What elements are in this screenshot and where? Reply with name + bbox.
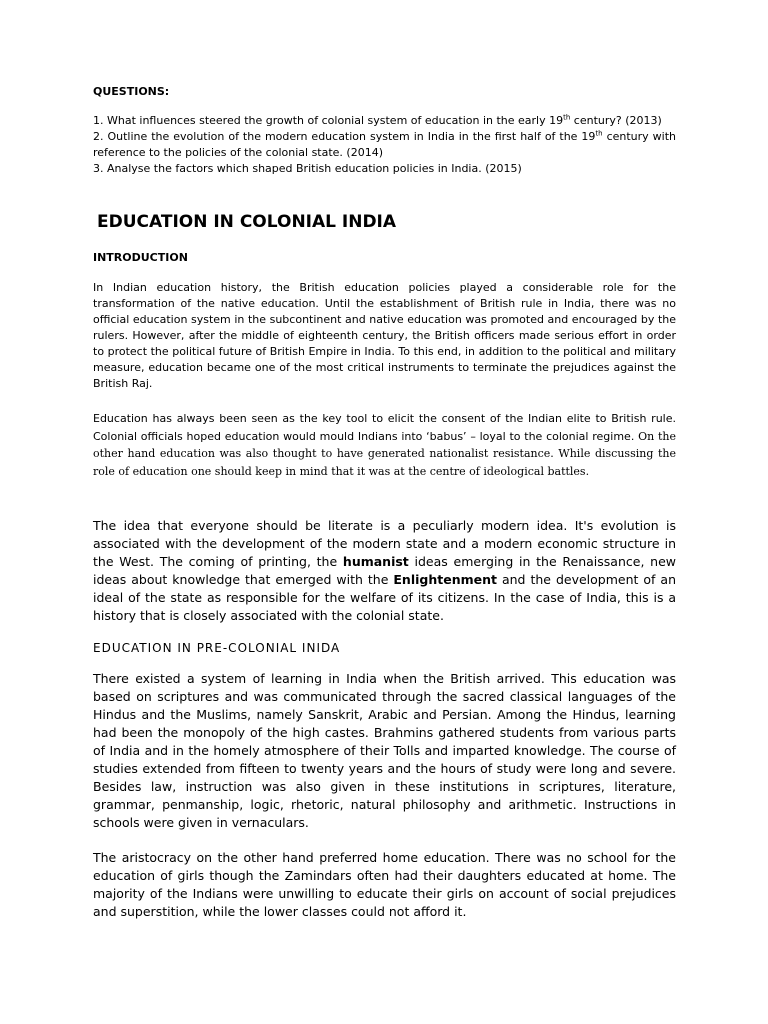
question-2: 2. Outline the evolution of the modern education system in India in the first half of the 19th century with reference to the policies of the colonial state. (2014) <box>93 129 677 159</box>
paragraph-literacy: The idea that everyone should be literate is a peculiarly modern idea. It's evolution is associated with the development of the modern state and a modern economic structure in the West. The coming of printing, the humanist ideas emerging in the Renaissance, new ideas about knowledge that emerged with the Enlightenment and the development of an ideal of the state as responsible for the welfare of its citizens. In the case of India, this is a history that is closely associated with the colonial state. <box>93 518 676 623</box>
precolonial-paragraph-2: The aristocracy on the other hand preferred home education. There was no school for the education of girls though the Zamindars often had their daughters educated at home. The majority of the Indians were unwilling to educate their girls on account of social prejudices and superstition, while the lower classes could not afford it. <box>93 850 676 919</box>
page-title: EDUCATION IN COLONIAL INDIA <box>97 212 397 232</box>
precolonial-paragraph-1: There existed a system of learning in India when the British arrived. This education was based on scriptures and was communicated through the sacred classical languages of the Hindus and the Muslims, namely Sanskrit, Arabic and Persian. Among the Hindus, learning had been the monopoly of the high castes. Brahmins gathered students from various parts of India and in the homely atmosphere of their Tolls and imparted knowledge. The course of studies extended from fifteen to twenty years and the hours of study were long and severe. Besides law, instruction was also given in these institutions in scriptures, literature, grammar, penmanship, logic, rhetoric, natural philosophy and arithmetic. Instructions in schools were given in vernaculars. <box>93 671 676 830</box>
introduction-paragraph: In Indian education history, the British education policies played a considerable role for the transformation of the native education. Until the establishment of British rule in India, there was no official education system in the subcontinent and native education was promoted and encouraged by the rulers. However, after the middle of eighteenth century, the British officers made serious effort in order to protect the political future of British Empire in India. To this end, in addition to the political and military measure, education became one of the most critical instruments to terminate the prejudices against the British Raj. <box>93 281 676 390</box>
question-1: 1. What influences steered the growth of colonial system of education in the early 19th century? (2013) <box>93 113 662 127</box>
precolonial-heading: EDUCATION IN PRE-COLONIAL INIDA <box>93 641 341 655</box>
questions-heading: QUESTIONS: <box>93 85 170 98</box>
question-3: 3. Analyse the factors which shaped British education policies in India. (2015) <box>93 162 522 175</box>
paragraph-elite-consent: Education has always been seen as the key tool to elicit the consent of the Indian elite to British rule. Colonial officials hoped education would mould Indians into ‘babus’ – loyal to the colonial regime. On the other hand education was also thought to have generated nationalist resistance. While discussing the role of education one should keep in mind that it was at the centre of ideological battles. <box>93 412 677 478</box>
introduction-heading: INTRODUCTION <box>93 251 188 264</box>
questions-section <box>93 84 676 177</box>
